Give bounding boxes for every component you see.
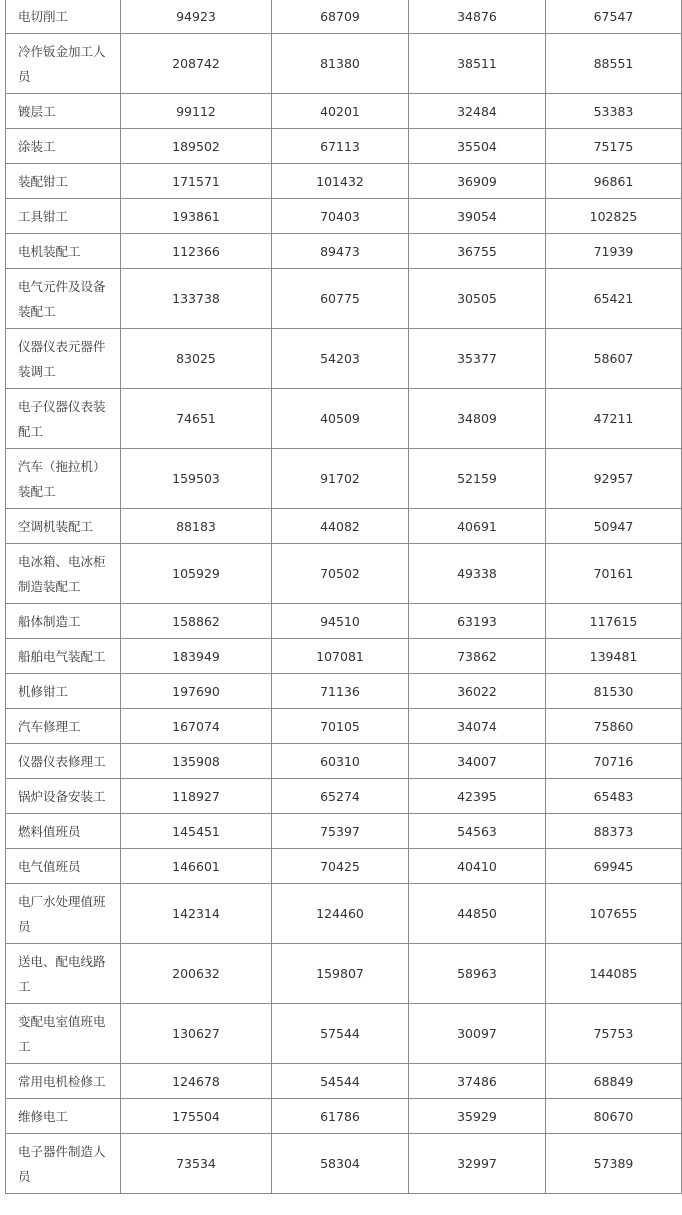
- value-cell-3: 35929: [409, 1099, 546, 1134]
- value-cell-1: 208742: [121, 34, 272, 94]
- value-cell-4: 65483: [546, 779, 682, 814]
- table-row: [6, 814, 682, 849]
- salary-table: [5, 0, 682, 1194]
- value-cell-4: 139481: [546, 639, 682, 674]
- value-cell-2: 70403: [272, 199, 409, 234]
- value-cell-3: 35504: [409, 129, 546, 164]
- value-cell-2: 107081: [272, 639, 409, 674]
- value-cell-2: 54203: [272, 329, 409, 389]
- value-cell-2: 40509: [272, 389, 409, 449]
- table-row: [6, 639, 682, 674]
- value-cell-1: 130627: [121, 1004, 272, 1064]
- value-cell-1: 99112: [121, 94, 272, 129]
- value-cell-3: 34809: [409, 389, 546, 449]
- occupation-cell: 常用电机检修工: [6, 1064, 121, 1099]
- value-cell-1: 142314: [121, 884, 272, 944]
- occupation-cell: 工具钳工: [6, 199, 121, 234]
- value-cell-2: 70502: [272, 544, 409, 604]
- value-cell-2: 89473: [272, 234, 409, 269]
- value-cell-1: 189502: [121, 129, 272, 164]
- table-row: [6, 779, 682, 814]
- occupation-cell: 仪器仪表元器件装调工: [6, 329, 121, 389]
- value-cell-4: 117615: [546, 604, 682, 639]
- value-cell-3: 32997: [409, 1134, 546, 1194]
- table-body: [6, 0, 682, 1194]
- table-row: [6, 0, 682, 34]
- table-row: [6, 269, 682, 329]
- value-cell-4: 75175: [546, 129, 682, 164]
- table-row: [6, 944, 682, 1004]
- value-cell-1: 183949: [121, 639, 272, 674]
- value-cell-4: 88551: [546, 34, 682, 94]
- value-cell-3: 42395: [409, 779, 546, 814]
- value-cell-3: 40691: [409, 509, 546, 544]
- value-cell-2: 44082: [272, 509, 409, 544]
- value-cell-4: 67547: [546, 0, 682, 34]
- occupation-cell: 锅炉设备安装工: [6, 779, 121, 814]
- occupation-cell: 仪器仪表修理工: [6, 744, 121, 779]
- value-cell-3: 39054: [409, 199, 546, 234]
- occupation-cell: 燃料值班员: [6, 814, 121, 849]
- value-cell-2: 57544: [272, 1004, 409, 1064]
- value-cell-2: 67113: [272, 129, 409, 164]
- value-cell-1: 112366: [121, 234, 272, 269]
- value-cell-3: 52159: [409, 449, 546, 509]
- value-cell-4: 81530: [546, 674, 682, 709]
- table-row: [6, 709, 682, 744]
- value-cell-3: 44850: [409, 884, 546, 944]
- occupation-cell: 空调机装配工: [6, 509, 121, 544]
- value-cell-4: 71939: [546, 234, 682, 269]
- value-cell-2: 70425: [272, 849, 409, 884]
- value-cell-3: 54563: [409, 814, 546, 849]
- value-cell-1: 146601: [121, 849, 272, 884]
- value-cell-2: 71136: [272, 674, 409, 709]
- value-cell-4: 53383: [546, 94, 682, 129]
- value-cell-4: 75753: [546, 1004, 682, 1064]
- value-cell-2: 68709: [272, 0, 409, 34]
- value-cell-4: 70716: [546, 744, 682, 779]
- table-row: [6, 1004, 682, 1064]
- value-cell-4: 88373: [546, 814, 682, 849]
- value-cell-2: 54544: [272, 1064, 409, 1099]
- value-cell-2: 91702: [272, 449, 409, 509]
- table-row: [6, 604, 682, 639]
- value-cell-3: 36022: [409, 674, 546, 709]
- table-row: [6, 1064, 682, 1099]
- occupation-cell: 汽车修理工: [6, 709, 121, 744]
- value-cell-1: 124678: [121, 1064, 272, 1099]
- value-cell-1: 159503: [121, 449, 272, 509]
- value-cell-2: 124460: [272, 884, 409, 944]
- table-row: [6, 674, 682, 709]
- occupation-cell: 变配电室值班电工: [6, 1004, 121, 1064]
- occupation-cell: 电气元件及设备装配工: [6, 269, 121, 329]
- occupation-cell: 电冰箱、电冰柜制造装配工: [6, 544, 121, 604]
- table-row: [6, 329, 682, 389]
- table-row: [6, 129, 682, 164]
- value-cell-3: 37486: [409, 1064, 546, 1099]
- occupation-cell: 船舶电气装配工: [6, 639, 121, 674]
- value-cell-2: 75397: [272, 814, 409, 849]
- value-cell-4: 80670: [546, 1099, 682, 1134]
- value-cell-3: 32484: [409, 94, 546, 129]
- value-cell-3: 73862: [409, 639, 546, 674]
- value-cell-3: 35377: [409, 329, 546, 389]
- value-cell-2: 94510: [272, 604, 409, 639]
- table-row: [6, 849, 682, 884]
- table-row: [6, 34, 682, 94]
- value-cell-1: 83025: [121, 329, 272, 389]
- value-cell-3: 34876: [409, 0, 546, 34]
- value-cell-4: 107655: [546, 884, 682, 944]
- value-cell-3: 38511: [409, 34, 546, 94]
- occupation-cell: 冷作钣金加工人员: [6, 34, 121, 94]
- value-cell-2: 60310: [272, 744, 409, 779]
- value-cell-1: 118927: [121, 779, 272, 814]
- table-row: [6, 449, 682, 509]
- occupation-cell: 电切削工: [6, 0, 121, 34]
- value-cell-1: 167074: [121, 709, 272, 744]
- value-cell-2: 70105: [272, 709, 409, 744]
- value-cell-1: 74651: [121, 389, 272, 449]
- value-cell-1: 175504: [121, 1099, 272, 1134]
- value-cell-1: 200632: [121, 944, 272, 1004]
- value-cell-1: 171571: [121, 164, 272, 199]
- value-cell-2: 58304: [272, 1134, 409, 1194]
- value-cell-1: 73534: [121, 1134, 272, 1194]
- table-row: [6, 234, 682, 269]
- value-cell-2: 65274: [272, 779, 409, 814]
- value-cell-3: 30505: [409, 269, 546, 329]
- occupation-cell: 电机装配工: [6, 234, 121, 269]
- occupation-cell: 装配钳工: [6, 164, 121, 199]
- value-cell-4: 57389: [546, 1134, 682, 1194]
- table-row: [6, 884, 682, 944]
- value-cell-3: 34007: [409, 744, 546, 779]
- occupation-cell: 电子仪器仪表装配工: [6, 389, 121, 449]
- table-row: [6, 199, 682, 234]
- occupation-cell: 涂装工: [6, 129, 121, 164]
- occupation-cell: 机修钳工: [6, 674, 121, 709]
- value-cell-1: 94923: [121, 0, 272, 34]
- occupation-cell: 电厂水处理值班员: [6, 884, 121, 944]
- occupation-cell: 船体制造工: [6, 604, 121, 639]
- value-cell-3: 49338: [409, 544, 546, 604]
- value-cell-1: 145451: [121, 814, 272, 849]
- value-cell-4: 47211: [546, 389, 682, 449]
- value-cell-4: 96861: [546, 164, 682, 199]
- table-row: [6, 164, 682, 199]
- occupation-cell: 电气值班员: [6, 849, 121, 884]
- value-cell-2: 101432: [272, 164, 409, 199]
- value-cell-3: 40410: [409, 849, 546, 884]
- value-cell-4: 50947: [546, 509, 682, 544]
- value-cell-1: 135908: [121, 744, 272, 779]
- value-cell-2: 81380: [272, 34, 409, 94]
- value-cell-1: 193861: [121, 199, 272, 234]
- table-row: [6, 544, 682, 604]
- value-cell-4: 70161: [546, 544, 682, 604]
- occupation-cell: 电子器件制造人员: [6, 1134, 121, 1194]
- value-cell-4: 65421: [546, 269, 682, 329]
- table-row: [6, 509, 682, 544]
- value-cell-3: 58963: [409, 944, 546, 1004]
- value-cell-3: 36755: [409, 234, 546, 269]
- value-cell-3: 63193: [409, 604, 546, 639]
- value-cell-2: 40201: [272, 94, 409, 129]
- table-row: [6, 389, 682, 449]
- table-row: [6, 744, 682, 779]
- value-cell-1: 197690: [121, 674, 272, 709]
- occupation-cell: 维修电工: [6, 1099, 121, 1134]
- value-cell-1: 158862: [121, 604, 272, 639]
- value-cell-3: 36909: [409, 164, 546, 199]
- value-cell-4: 69945: [546, 849, 682, 884]
- value-cell-4: 75860: [546, 709, 682, 744]
- value-cell-4: 92957: [546, 449, 682, 509]
- value-cell-1: 105929: [121, 544, 272, 604]
- value-cell-4: 58607: [546, 329, 682, 389]
- table-row: [6, 94, 682, 129]
- occupation-cell: 送电、配电线路工: [6, 944, 121, 1004]
- table-row: [6, 1099, 682, 1134]
- occupation-cell: 汽车（拖拉机）装配工: [6, 449, 121, 509]
- value-cell-2: 159807: [272, 944, 409, 1004]
- value-cell-1: 133738: [121, 269, 272, 329]
- value-cell-4: 144085: [546, 944, 682, 1004]
- value-cell-2: 61786: [272, 1099, 409, 1134]
- value-cell-3: 30097: [409, 1004, 546, 1064]
- table-row: [6, 1134, 682, 1194]
- value-cell-3: 34074: [409, 709, 546, 744]
- value-cell-2: 60775: [272, 269, 409, 329]
- value-cell-1: 88183: [121, 509, 272, 544]
- occupation-cell: 镀层工: [6, 94, 121, 129]
- value-cell-4: 102825: [546, 199, 682, 234]
- value-cell-4: 68849: [546, 1064, 682, 1099]
